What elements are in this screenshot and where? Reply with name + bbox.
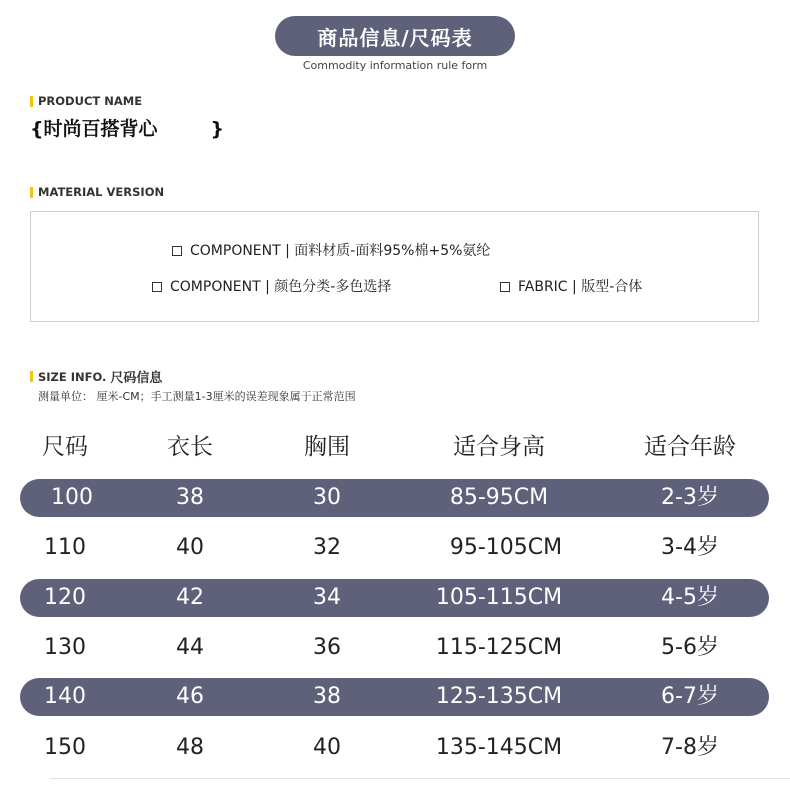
size-cell: 100: [51, 485, 93, 510]
height-cell: 95-105CM: [449, 535, 563, 560]
label-bar: [30, 371, 33, 382]
length-cell: 44: [176, 635, 204, 660]
size-cell: 140: [44, 684, 86, 709]
chest-cell: 36: [313, 635, 341, 660]
header-cell: 适合年龄: [644, 434, 736, 460]
height-cell: 85-95CM: [449, 485, 549, 510]
header-cell: 衣长: [167, 434, 213, 460]
length-cell: 48: [176, 735, 204, 760]
material-line-color: COMPONENT | 颜色分类-多色选择: [152, 276, 391, 296]
size-cell: 120: [44, 585, 86, 610]
size-cell: 130: [44, 635, 86, 660]
label-bar: [30, 96, 33, 107]
length-cell: 42: [176, 585, 204, 610]
product-name-label: [30, 94, 142, 108]
age-cell: 3-4岁: [661, 535, 719, 560]
size-info-label-en: SIZE INFO.: [38, 369, 107, 384]
age-cell: 5-6岁: [661, 635, 719, 660]
table-row: [20, 729, 769, 767]
chest-cell: 38: [313, 684, 341, 709]
age-cell: 6-7岁: [661, 684, 719, 709]
length-cell: 46: [176, 684, 204, 709]
length-cell: 40: [176, 535, 204, 560]
chest-cell: 34: [313, 585, 341, 610]
label-bar: [30, 187, 33, 198]
page-title: 商品信息/尺码表: [317, 25, 473, 50]
bottom-divider: [50, 778, 790, 779]
age-cell: 4-5岁: [661, 585, 719, 610]
size-info-label: [30, 367, 162, 386]
material-version-label: [30, 185, 164, 199]
material-line-fit: FABRIC | 版型-合体: [500, 276, 642, 296]
product-name-label-text: PRODUCT NAME: [38, 94, 143, 108]
table-row: [20, 479, 769, 517]
table-row: [20, 629, 769, 667]
header-cell: 适合身高: [453, 434, 545, 460]
checkbox-icon: [500, 282, 510, 292]
size-cell: 150: [44, 735, 86, 760]
material-version-label-text: MATERIAL VERSION: [38, 185, 165, 199]
height-cell: 125-135CM: [435, 684, 563, 709]
height-cell: 135-145CM: [435, 735, 563, 760]
product-name: {时尚百搭背心 }: [30, 118, 224, 140]
material-box: [30, 211, 759, 322]
length-cell: 38: [176, 485, 204, 510]
chest-cell: 30: [313, 485, 341, 510]
checkbox-icon: [172, 246, 182, 256]
header-cell: 尺码: [42, 434, 88, 460]
table-header: [20, 428, 769, 466]
table-row: [20, 529, 769, 567]
age-cell: 7-8岁: [661, 735, 719, 760]
page-title-pill: [275, 16, 515, 56]
header-cell: 胸围: [304, 434, 350, 460]
material-line-composition: COMPONENT | 面料材质-面料95%棉+5%氨纶: [172, 240, 490, 260]
age-cell: 2-3岁: [661, 485, 719, 510]
page-subtitle: Commodity information rule form: [302, 59, 488, 72]
height-cell: 105-115CM: [435, 585, 563, 610]
height-cell: 115-125CM: [435, 635, 563, 660]
size-info-label-cn: 尺码信息: [110, 371, 163, 386]
checkbox-icon: [152, 282, 162, 292]
size-note: 测量单位： 厘米-CM；手工测量1-3厘米的误差现象属于正常范围: [38, 390, 356, 403]
chest-cell: 40: [313, 735, 341, 760]
chest-cell: 32: [313, 535, 341, 560]
table-row: [20, 579, 769, 617]
table-row: [20, 678, 769, 716]
size-cell: 110: [44, 535, 86, 560]
